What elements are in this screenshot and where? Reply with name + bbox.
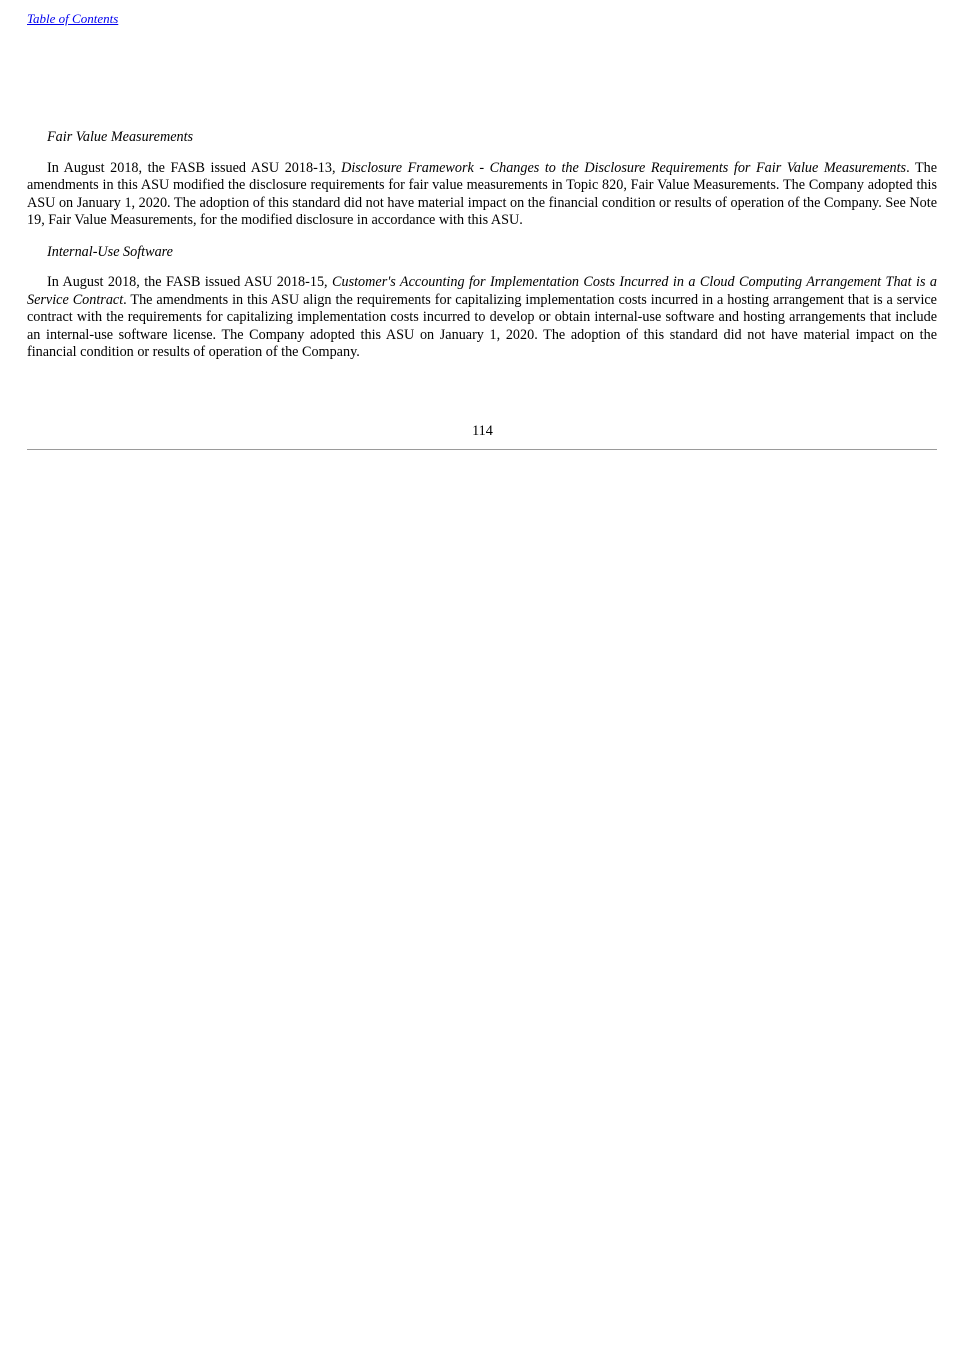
paragraph-text-lead: In August 2018, the FASB issued ASU 2018-13,: [47, 159, 342, 176]
paragraph-text-body: . The amendments in this ASU align the requirements for capitalizing implementation costs incurred in a hosting arrangement that is a service contract with the requirements for capitalizing implementation costs incurred to develop or obtain internal-use software and hosting arrangements that include an internal-use software license. The Company adopted this ASU on January 1, 2020. The adoption of this standard did not have material impact on the financial condition or results of operation of the Company.: [27, 291, 937, 360]
paragraph-text-body: . The amendments in this ASU modified the disclosure requirements for fair value measurements in Topic 820, Fair Value Measurements. The Company adopted this ASU on January 1, 2020. The adoption of this standard did not have material impact on the financial condition or results of operation of the Company. See Note 19, Fair Value Measurements, for the modified disclosure in accordance with this ASU.: [27, 159, 937, 228]
section-heading-fair-value: Fair Value Measurements: [47, 129, 194, 145]
section-paragraph-fair-value: [27, 160, 937, 230]
table-of-contents-link[interactable]: Table of Contents: [27, 11, 119, 26]
section-paragraph-internal-use-software: [27, 274, 937, 362]
page-number: 114: [472, 423, 493, 439]
document-body: [27, 129, 937, 376]
section-heading-internal-use-software: Internal-Use Software: [47, 243, 173, 260]
asu-title-italic: Customer's Accounting for Implementation Costs Incurred in a Cloud Computing Arrangement That is a Service Contract: [27, 274, 937, 308]
page-divider: [27, 449, 937, 450]
paragraph-text-lead: In August 2018, the FASB issued ASU 2018-15,: [47, 274, 333, 290]
asu-title-italic: Disclosure Framework - Changes to the Disclosure Requirements for Fair Value Measurements: [341, 159, 907, 176]
